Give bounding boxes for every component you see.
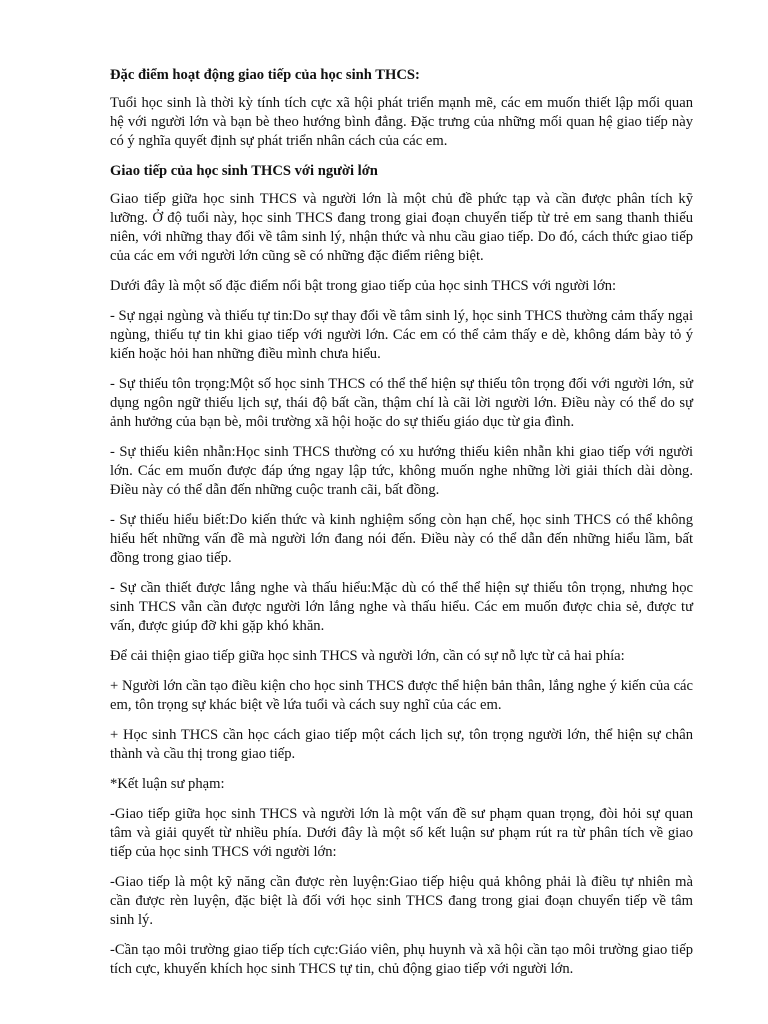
list-item-lack-of-understanding: - Sự thiếu hiểu biết:Do kiến thức và kinh nghiệm sống còn hạn chế, học sinh THCS có thể không hiểu hết những vấn đề mà người lớn đang nói đến. Điều này có thể dẫn đến những hiểu lầm, bất đồng trong giao tiếp. [110,512,693,566]
list-item-shyness: - Sự ngại ngùng và thiếu tự tin:Do sự thay đổi về tâm sinh lý, học sinh THCS thường cảm thấy ngại ngùng, thiếu tự tin khi giao tiếp với người lớn. Các em có thể cảm thấy e dè, không dám bày tỏ ý kiến hoặc hỏi han những điều mình chưa hiểu. [110,308,693,362]
conclusion-item: -Giao tiếp là một kỹ năng cần được rèn luyện:Giao tiếp hiệu quả không phải là điều tự nhiên mà cần được rèn luyện, đặc biệt là đối với học sinh THCS đang trong giai đoạn chuyển tiếp về tâm sinh lý. [110,874,693,928]
conclusion-heading: *Kết luận sư phạm: [110,776,225,792]
list-item-adults: + Người lớn cần tạo điều kiện cho học sinh THCS được thể hiện bản thân, lắng nghe ý kiến của các em, tôn trọng sự khác biệt về lứa tuổi và cách suy nghĩ của các em. [110,678,693,713]
body-paragraph: Giao tiếp giữa học sinh THCS và người lớn là một chủ đề phức tạp và cần được phân tích kỹ lưỡng. Ở độ tuổi này, học sinh THCS đang trong giai đoạn chuyển tiếp từ trẻ em sang thanh thiếu niên, với những thay đổi về tâm sinh lý, nhận thức và nhu cầu giao tiếp. Do đó, cách thức giao tiếp của các em với người lớn cũng sẽ có những đặc điểm riêng biệt. [110,191,693,264]
list-item-impatience: - Sự thiếu kiên nhẫn:Học sinh THCS thường có xu hướng thiếu kiên nhẫn khi giao tiếp với người lớn. Các em muốn được đáp ứng ngay lập tức, không muốn nghe những lời giải thích dài dòng. Điều này có thể dẫn đến những cuộc tranh cãi, bất đồng. [110,444,693,498]
intro-paragraph: Tuổi học sinh là thời kỳ tính tích cực xã hội phát triển mạnh mẽ, các em muốn thiết lập mối quan hệ với người lớn và bạn bè theo hướng bình đẳng. Đặc trưng của những mối quan hệ giao tiếp này có ý nghĩa quyết định sự phát triển nhân cách của các em. [110,95,693,149]
list-item-disrespect: - Sự thiếu tôn trọng:Một số học sinh THCS có thể thể hiện sự thiếu tôn trọng đối với người lớn, sử dụng ngôn ngữ thiếu lịch sự, thái độ bất cần, thậm chí là cãi lời người lớn. Điều này có thể do sự ảnh hưởng của bạn bè, môi trường xã hội hoặc do sự thiếu giáo dục từ gia đình. [110,376,693,430]
conclusion-item: -Cần tạo môi trường giao tiếp tích cực:Giáo viên, phụ huynh và xã hội cần tạo môi trường giao tiếp tích cực, khuyến khích học sinh THCS tự tin, chủ động giao tiếp với người lớn. [110,942,693,977]
list-item-students: + Học sinh THCS cần học cách giao tiếp một cách lịch sự, tôn trọng người lớn, thể hiện sự chân thành và cầu thị trong giao tiếp. [110,727,693,762]
body-paragraph: Dưới đây là một số đặc điểm nổi bật trong giao tiếp của học sinh THCS với người lớn: [110,278,617,294]
list-item-need-to-be-heard: - Sự cần thiết được lắng nghe và thấu hiểu:Mặc dù có thể thể hiện sự thiếu tôn trọng, nhưng học sinh THCS vẫn cần được người lớn lắng nghe và thấu hiểu. Các em muốn được chia sẻ, được tư vấn, được giúp đỡ khi gặp khó khăn. [110,580,693,634]
document-page [110,66,693,990]
conclusion-item: -Giao tiếp giữa học sinh THCS và người lớn là một vấn đề sư phạm quan trọng, đòi hỏi sự quan tâm và giải quyết từ nhiều phía. Dưới đây là một số kết luận sư phạm rút ra từ phân tích về giao tiếp của học sinh THCS với người lớn: [110,806,693,860]
section-heading-adults: Giao tiếp của học sinh THCS với người lớn [110,163,378,179]
section-heading-characteristics: Đặc điểm hoạt động giao tiếp của học sinh THCS: [110,67,420,83]
body-paragraph: Để cải thiện giao tiếp giữa học sinh THCS và người lớn, cần có sự nỗ lực từ cả hai phía: [110,648,625,664]
